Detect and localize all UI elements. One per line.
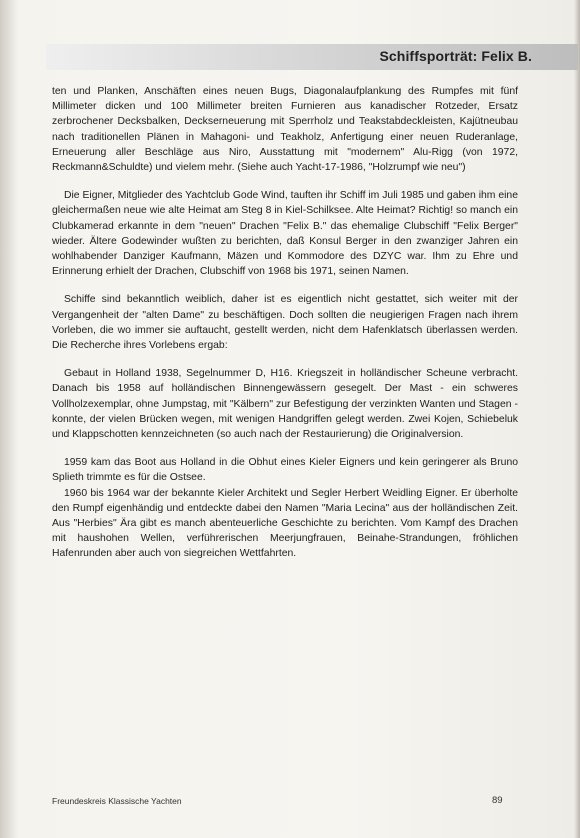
- footer-publisher: Freundeskreis Klassische Yachten: [52, 796, 182, 806]
- paragraph-4: Gebaut in Holland 1938, Segelnummer D, H16. Kriegszeit in holländischer Scheune verbracht. Danach bis 1958 auf holländischen Binnengewässern gesegelt. Der Mast - ein schweres Vollholzexemplar, ohne Jumpstag, mit "Kälbern" zur Befestigung der verzinkten Wanten und Stagen - konnte, der vielen Brücken wegen, mit wenigen Handgriffen gelegt werden. Zwei Kojen, Schiebeluk und Klappschotten kennzeichneten (so auch nach der Restaurierung) die Originalversion.: [52, 368, 518, 441]
- paragraph-2: Die Eigner, Mitglieder des Yachtclub Gode Wind, tauften ihr Schiff im Juli 1985 und gaben ihm eine gleichermaßen neue wie alte Heimat am Steg 8 in Kiel-Schilksee. Alte Heimat? Richtig! so manch ein Clubkamerad erkannte in dem "neuen" Drachen "Felix B." das ehemalige Clubschiff "Felix Berger" wieder. Ältere Godewinder wußten zu berichten, daß Konsul Berger in den zwanziger Jahren ein wohlhabender Danziger Kaufmann, Mäzen und Kommodore des DZYC war. Ihm zu Ehre und Erinnerung erhielt der Drachen, Clubschiff von 1968 bis 1971, seinen Namen.: [52, 190, 518, 278]
- paragraph-5: 1959 kam das Boot aus Holland in die Obhut eines Kieler Eigners und kein geringerer als Bruno Splieth trimmte es für die Ostsee.: [52, 457, 518, 484]
- page-edge-shadow: [574, 0, 580, 838]
- paragraph-3: Schiffe sind bekanntlich weiblich, daher ist es eigentlich nicht gestattet, sich weiter mit der Vergangenheit der "alten Dame" zu beschäftigen. Doch sollten die neugierigen Fragen nach ihrem Vorleben, die wo immer sie auftaucht, gestellt werden, nicht dem Hafenklatsch überlassen werden. Die Recherche ihres Vorlebens ergab:: [52, 294, 518, 352]
- page-number: 89: [492, 795, 503, 806]
- spine-shadow: [0, 0, 18, 838]
- running-header-title: Schiffsporträt: Felix B.: [379, 48, 532, 64]
- article-body: [52, 84, 518, 575]
- paragraph-1: ten und Planken, Anschäften eines neuen Bugs, Diagonalaufplankung des Rumpfes mit fünf Millimeter dicken und 100 Millimeter breiten Furnieren aus kanadischer Rotzeder, Ersatz zerbrochener Decksbalken, Deckserneuerung mit Sperrholz und Teakstabdeckleisten, Kajütneubau nach traditionellen Plänen in Mahagoni- und Teakholz, Anfertigung einer neuen Ruderanlage, Erneuerung aller Beschläge aus Niro, Ausstattung mit "modernem" Alu-Rigg (von 1972, Reckmann&Schuldte) und vielem mehr. (Siehe auch Yacht-17-1986, "Holzrumpf wie neu"): [52, 86, 518, 174]
- paragraph-6: 1960 bis 1964 war der bekannte Kieler Architekt und Segler Herbert Weidling Eigner. Er überholte den Rumpf eigenhändig und entdeckte dabei den Namen "Maria Lecina" aus der holländischen Zeit. Aus "Herbies" Ära gibt es manch abenteuerliche Geschichte zu berichten. Vom Kampf des Drachen mit haushohen Wellen, verführerischen Meerjungfrauen, Beinahe-Strandungen, fröhlichen Hafenrunden aber auch von siegreichen Wettfahrten.: [52, 487, 518, 560]
